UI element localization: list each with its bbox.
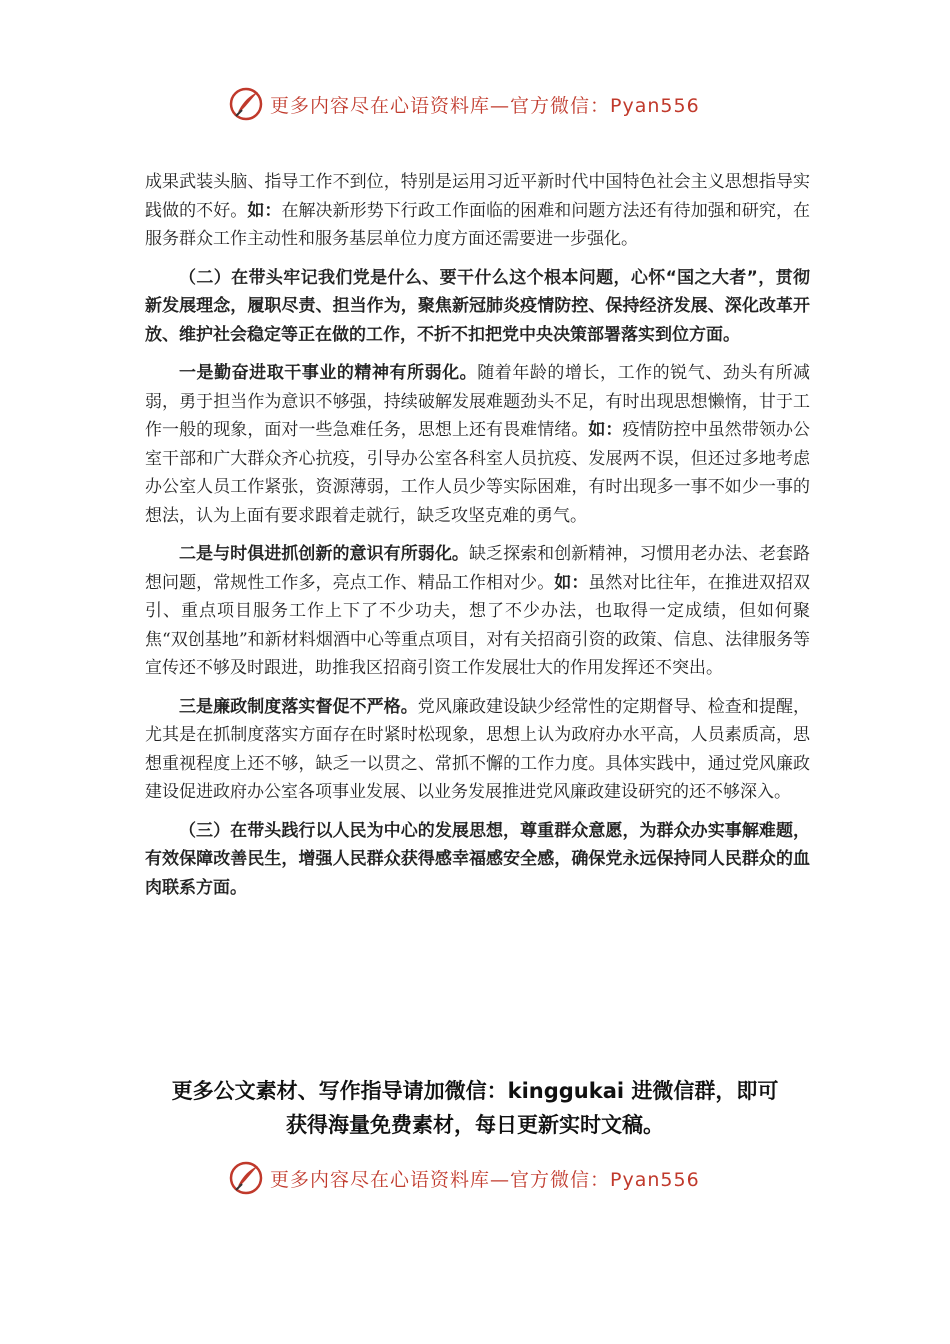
paragraph-intro: 成果武装头脑、指导工作不到位，特别是运用习近平新时代中国特色社会主义思想指导实践做的不好。如：在解决新形势下行政工作面临的困难和问题方法还有待加强和研究，在服务群众工作主动性和服务基层单位力度方面还需要进一步强化。 — [145, 172, 811, 249]
section-heading-2: （二）在带头牢记我们党是什么、要干什么这个根本问题，心怀“国之大者”，贯彻新发展理念，履职尽责、担当作为，聚焦新冠肺炎疫情防控、保持经济发展、深化改革开放、维护社会稳定等正在做的工作，不折不扣把党中央决策部署落实到位方面。 — [145, 267, 810, 345]
section-heading-3: （三）在带头践行以人民为中心的发展思想，尊重群众意愿，为群众办实事解难题，有效保障改善民生，增强人民群众获得感幸福感安全感，确保党永远保持同人民群众的血肉联系方面。 — [145, 820, 810, 898]
paragraph-point-1: 一是勤奋进取干事业的精神有所弱化。随着年龄的增长，工作的锐气、劲头有所减弱，勇于担当作为意识不够强，持续破解发展难题劲头不足，有时出现思想懒惰，甘于工作一般的现象，面对一些急难任务，思想上还有畏难情绪。如：疫情防控中虽然带领办公室干部和广大群众齐心抗疫，引导办公室各科室人员抗疫、发展两不误，但还过多地考虑办公室人员工作紧张，资源薄弱，工作人员少等实际困难，有时出现多一事不如少一事的想法，认为上面有要求跟着走就行，缺乏攻坚克难的勇气。 — [145, 363, 811, 526]
quill-logo-icon — [228, 1160, 264, 1196]
document-body — [145, 168, 810, 902]
banner-text: 更多内容尽在心语资料库—官方微信：Pyan556 — [270, 94, 700, 117]
promo-line-1: 更多公文素材、写作指导请加微信：kinggukai 进微信群，即可 — [171, 1079, 779, 1103]
quill-logo-icon — [228, 86, 264, 122]
banner-text: 更多内容尽在心语资料库—官方微信：Pyan556 — [270, 1168, 700, 1191]
wechat-id: Pyan556 — [610, 1168, 700, 1191]
paragraph-point-3: 三是廉政制度落实督促不严格。党风廉政建设缺少经常性的定期督导、检查和提醒，尤其是在抓制度落实方面存在时紧时松现象，思想上认为政府办水平高，人员素质高，思想重视程度上还不够，缺乏一以贯之、常抓不懈的工作力度。具体实践中，通过党风廉政建设促进政府办公室各项事业发展、以业务发展推进党风廉政建设研究的还不够深入。 — [145, 696, 811, 802]
promo-notice — [120, 1074, 830, 1142]
header-banner — [0, 84, 950, 124]
footer-banner — [0, 1158, 950, 1198]
paragraph-point-2: 二是与时俱进抓创新的意识有所弱化。缺乏探索和创新精神，习惯用老办法、老套路想问题，常规性工作多，亮点工作、精品工作相对少。如：虽然对比往年，在推进双招双引、重点项目服务工作上下了不少功夫，想了不少办法，也取得一定成绩，但如何聚焦“双创基地”和新材料烟酒中心等重点项目，对有关招商引资的政策、信息、法律服务等宣传还不够及时跟进，助推我区招商引资工作发展壮大的作用发挥还不突出。 — [145, 544, 811, 678]
promo-line-2: 获得海量免费素材，每日更新实时文稿。 — [286, 1113, 664, 1137]
wechat-id: Pyan556 — [610, 94, 700, 117]
